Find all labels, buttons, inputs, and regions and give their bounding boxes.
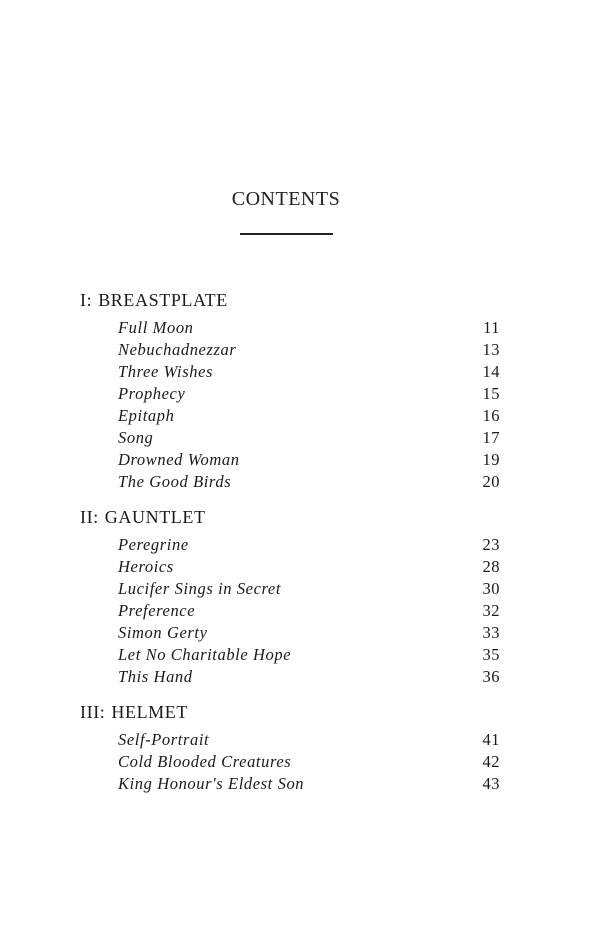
toc-entry[interactable] — [118, 601, 500, 623]
poem-title: The Good Birds — [118, 472, 232, 491]
page-number: 33 — [482, 623, 500, 642]
section-numeral: III: — [80, 702, 106, 722]
section-name: HELMET — [111, 702, 188, 722]
title-rule — [240, 233, 333, 235]
toc-entry[interactable] — [118, 406, 500, 428]
section-heading-helmet — [80, 702, 188, 723]
page-number: 35 — [482, 645, 500, 664]
page-number: 28 — [482, 557, 500, 576]
poem-title: This Hand — [118, 667, 193, 686]
page-number: 17 — [482, 428, 500, 447]
page-number: 43 — [482, 774, 500, 793]
poem-title: Self-Portrait — [118, 730, 210, 749]
poem-title: Epitaph — [118, 406, 175, 425]
toc-entry[interactable] — [118, 384, 500, 406]
poem-title: King Honour's Eldest Son — [118, 774, 305, 793]
toc-entry[interactable] — [118, 579, 500, 601]
toc-entry[interactable] — [118, 774, 500, 796]
poem-title: Prophecy — [118, 384, 186, 403]
toc-entry[interactable] — [118, 450, 500, 472]
toc-entry[interactable] — [118, 730, 500, 752]
toc-entry[interactable] — [118, 318, 500, 340]
toc-entry[interactable] — [118, 645, 500, 667]
poem-title: Full Moon — [118, 318, 194, 337]
poem-title: Drowned Woman — [118, 450, 240, 469]
poem-title: Lucifer Sings in Secret — [118, 579, 282, 598]
page-number: 13 — [482, 340, 500, 359]
poem-title: Nebuchadnezzar — [118, 340, 237, 359]
section-numeral: II: — [80, 507, 99, 527]
toc-entry[interactable] — [118, 340, 500, 362]
poem-title: Let No Charitable Hope — [118, 645, 292, 664]
page-number: 14 — [482, 362, 500, 381]
toc-entry[interactable] — [118, 752, 500, 774]
page-number: 36 — [482, 667, 500, 686]
poem-title: Three Wishes — [118, 362, 214, 381]
page-number: 15 — [482, 384, 500, 403]
page-number: 11 — [483, 318, 500, 337]
page-number: 30 — [482, 579, 500, 598]
toc-entry[interactable] — [118, 472, 500, 494]
section-heading-gauntlet — [80, 507, 206, 528]
page-number: 42 — [482, 752, 500, 771]
page-number: 20 — [482, 472, 500, 491]
page-number: 32 — [482, 601, 500, 620]
section-name: BREASTPLATE — [98, 290, 228, 310]
page-number: 41 — [482, 730, 500, 749]
section-heading-breastplate — [80, 290, 228, 311]
section-name: GAUNTLET — [104, 507, 206, 527]
contents-title: CONTENTS — [231, 188, 341, 210]
toc-entry[interactable] — [118, 362, 500, 384]
toc-entry[interactable] — [118, 557, 500, 579]
toc-entry[interactable] — [118, 535, 500, 557]
poem-title: Peregrine — [118, 535, 189, 554]
poem-title: Simon Gerty — [118, 623, 208, 642]
page-number: 23 — [482, 535, 500, 554]
toc-entry[interactable] — [118, 428, 500, 450]
poem-title: Preference — [118, 601, 196, 620]
toc-entry[interactable] — [118, 667, 500, 689]
page-number: 19 — [482, 450, 500, 469]
toc-entry[interactable] — [118, 623, 500, 645]
poem-title: Heroics — [118, 557, 174, 576]
section-numeral: I: — [80, 290, 93, 310]
poem-title: Song — [118, 428, 154, 447]
poem-title: Cold Blooded Creatures — [118, 752, 292, 771]
page-number: 16 — [482, 406, 500, 425]
